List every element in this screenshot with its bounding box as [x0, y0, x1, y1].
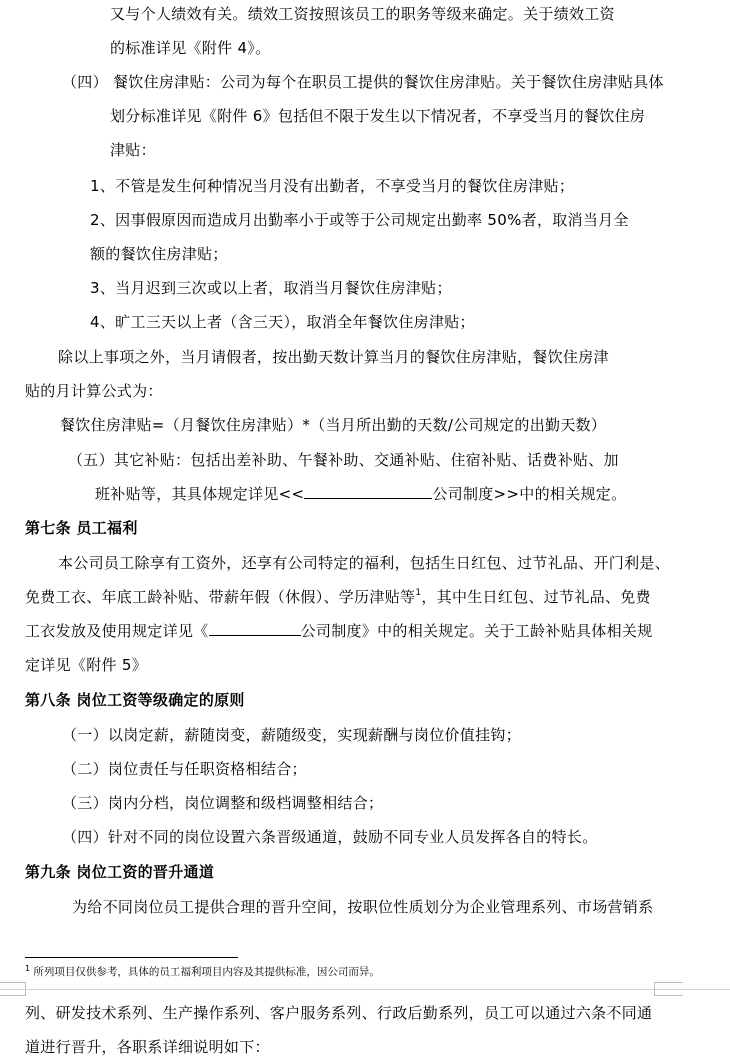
paragraph-line: 列、研发技术系列、生产操作系列、客户服务系列、行政后勤系列，员工可以通过六条不同通	[25, 1004, 653, 1022]
paragraph-line	[25, 621, 653, 641]
footnote-number: 1	[25, 964, 31, 973]
paragraph-line: 贴的月计算公式为：	[25, 382, 163, 400]
text-segment: ，其中生日红包、过节礼品、免费	[421, 588, 651, 606]
article-9-heading: 第九条 岗位工资的晋升通道	[25, 863, 215, 881]
list-item: （二）岗位责任与任职资格相结合；	[62, 760, 307, 778]
list-item: （四）针对不同的岗位设置六条晋级通道，鼓励不同专业人员发挥各自的特长。	[62, 828, 598, 846]
footnote-separator	[25, 957, 238, 958]
paragraph-line: （五）其它补贴：包括出差补助、午餐补助、交通补贴、住宿补贴、话费补贴、加	[68, 451, 619, 469]
paragraph-line: 定详见《附件 5》	[25, 656, 148, 674]
article-7-heading: 第七条 员工福利	[25, 519, 138, 537]
text-segment: 工衣发放及使用规定详见《	[25, 622, 209, 640]
text-segment: 公司制度>>中的相关规定。	[432, 485, 627, 503]
paragraph-line: 津贴：	[110, 141, 156, 159]
list-item: 4、旷工三天以上者（含三天），取消全年餐饮住房津贴；	[90, 313, 475, 331]
list-item: 3、当月迟到三次或以上者，取消当月餐饮住房津贴；	[90, 279, 452, 297]
list-item: （一）以岗定薪，薪随岗变，薪随级变，实现薪酬与岗位价值挂钩；	[62, 726, 522, 744]
footnote	[25, 964, 380, 980]
list-item: 额的餐饮住房津贴；	[90, 245, 228, 263]
list-item: （三）岗内分档，岗位调整和级档调整相结合；	[62, 794, 384, 812]
paragraph-line: 的标准详见《附件 4》。	[110, 39, 271, 57]
paragraph-line	[95, 484, 626, 504]
formula-line: 餐饮住房津贴=（月餐饮住房津贴）*（当月所出勤的天数/公司规定的出勤天数）	[60, 416, 607, 434]
fill-in-blank	[304, 484, 432, 499]
fill-in-blank	[209, 621, 301, 636]
article-8-heading: 第八条 岗位工资等级确定的原则	[25, 691, 245, 709]
text-segment: 公司制度》中的相关规定。关于工龄补贴具体相关规	[300, 622, 653, 640]
list-item: 2、因事假原因而造成月出勤率小于或等于公司规定出勤率 50%者，取消当月全	[90, 211, 629, 229]
paragraph-line: 除以上事项之外，当月请假者，按出勤天数计算当月的餐饮住房津贴，餐饮住房津	[58, 348, 609, 366]
text-segment: 免费工衣、年底工龄补贴、带薪年假（休假）、学历津贴等	[25, 588, 416, 606]
paragraph-line: 道进行晋升，各职系详细说明如下：	[25, 1038, 270, 1056]
paragraph-line: 划分标准详见《附件 6》包括但不限于发生以下情况者，不享受当月的餐饮住房	[110, 107, 646, 125]
paragraph-line	[25, 587, 651, 607]
paragraph-line: 本公司员工除享有工资外，还享有公司特定的福利，包括生日红包、过节礼品、开门利是、	[58, 554, 671, 572]
page-corner-mark	[654, 989, 683, 996]
text-segment: 班补贴等，其具体规定详见<<	[95, 485, 305, 503]
paragraph-line: （四） 餐饮住房津贴：公司为每个在职员工提供的餐饮住房津贴。关于餐饮住房津贴具体	[62, 73, 664, 91]
footnote-reference[interactable]: 1	[415, 588, 422, 598]
page-break	[0, 989, 730, 990]
footnote-text: 所列项目仅供参考，具体的员工福利项目内容及其提供标准，因公司而异。	[30, 966, 380, 978]
list-item: 1、不管是发生何种情况当月没有出勤者，不享受当月的餐饮住房津贴；	[90, 177, 575, 195]
page-corner-mark	[0, 989, 26, 996]
paragraph-line: 又与个人绩效有关。绩效工资按照该员工的职务等级来确定。关于绩效工资	[110, 5, 615, 23]
paragraph-line: 为给不同岗位员工提供合理的晋升空间，按职位性质划分为企业管理系列、市场营销系	[72, 898, 654, 916]
